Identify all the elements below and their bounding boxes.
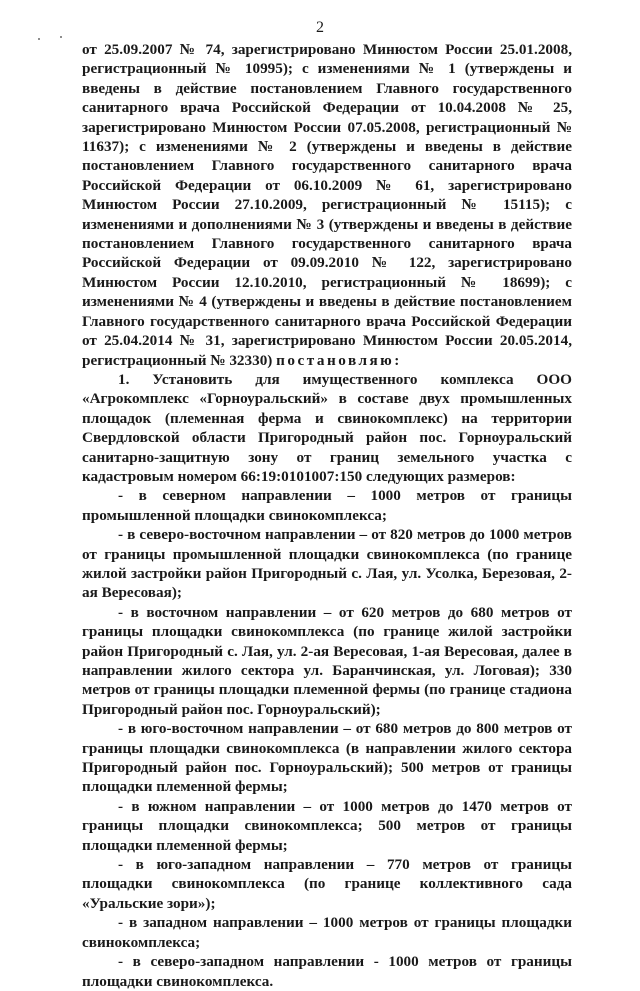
- scan-speck: [60, 36, 62, 38]
- page-number: 2: [316, 19, 324, 36]
- intro-paragraph: [82, 40, 572, 370]
- direction-south: - в южном направлении – от 1000 метров до 1470 метров от границы площадки свинокомплекса; 500 метров от границы площадки племенной фермы;: [82, 797, 572, 854]
- decree-word: постановляю:: [276, 351, 402, 369]
- direction-north: - в северном направлении – 1000 метров от границы промышленной площадки свинокомплекса;: [82, 487, 572, 524]
- item-1-paragraph: 1. Установить для имущественного комплекса ООО «Агрокомплекс «Горноуральский» в составе двух промышленных площадок (племенная ферма и свинокомплекс) на территории Свердловской области Пригородный район пос. Горноуральский санитарно-защитную зону от границ земельного участка с кадастровым номером 66:19:0101007:150 следующих размеров:: [82, 370, 572, 485]
- intro-text: от 25.09.2007 № 74, зарегистрировано Минюстом России 25.01.2008, регистрационный № 10995); с изменениями № 1 (утверждены и введены в действие постановлением Главного государственного санитарного врача Российской Федерации от 10.04.2008 № 25, зарегистрировано Минюстом России 07.05.2008, регистрационный № 11637); с изменениями № 2 (утверждены и введены в действие постановлением Главного государственного санитарного врача Российской Федерации от 06.10.2009 № 61, зарегистрировано Минюстом России 27.10.2009, регистрационный № 15115); с изменениями и дополнениями № 3 (утверждены и введены в действие постановлением Главного государственного санитарного врача Российской Федерации от 09.09.2010 № 122, зарегистрировано Минюстом России 12.10.2010, регистрационный № 18699); с изменениями № 4 (утверждены и введены в действие постановлением Главного государственного санитарного врача Российской Федерации от 25.04.2014 № 31, зарегистрировано Минюстом России 20.05.2014, регистрационный № 32330): [82, 41, 572, 369]
- direction-southwest: - в юго-западном направлении – 770 метров от границы площадки свинокомплекса (по границе коллективного сада «Уральские зори»);: [82, 856, 572, 912]
- direction-northwest: - в северо-западном направлении - 1000 метров от границы площадки свинокомплекса.: [82, 953, 572, 990]
- document-body: [82, 40, 572, 991]
- direction-southeast: - в юго-восточном направлении – от 680 метров до 800 метров от границы площадки свинокомплекса (в направлении жилого сектора Пригородный район пос. Горноуральский); 500 метров от границы площадки племенной фермы;: [82, 720, 572, 796]
- scan-speck: [38, 38, 40, 40]
- direction-east: - в восточном направлении – от 620 метров до 680 метров от границы площадки свинокомплекса (по границе жилой застройки район Пригородный с. Лая, ул. 2-ая Вересовая, 1-ая Вересовая, далее в направлении жилого сектора ул. Баранчинская, ул. Логовая); 330 метров от границы площадки племенной фермы (по границе стадиона Пригородный район пос. Горноуральский);: [82, 603, 572, 718]
- direction-northeast: - в северо-восточном направлении – от 820 метров до 1000 метров от границы промышленной площадки свинокомплекса (по границе жилой застройки район Пригородный с. Лая, ул. Усолка, Березовая, 2-ая Вересовая);: [82, 526, 572, 602]
- direction-west: - в западном направлении – 1000 метров от границы площадки свинокомплекса;: [82, 914, 572, 951]
